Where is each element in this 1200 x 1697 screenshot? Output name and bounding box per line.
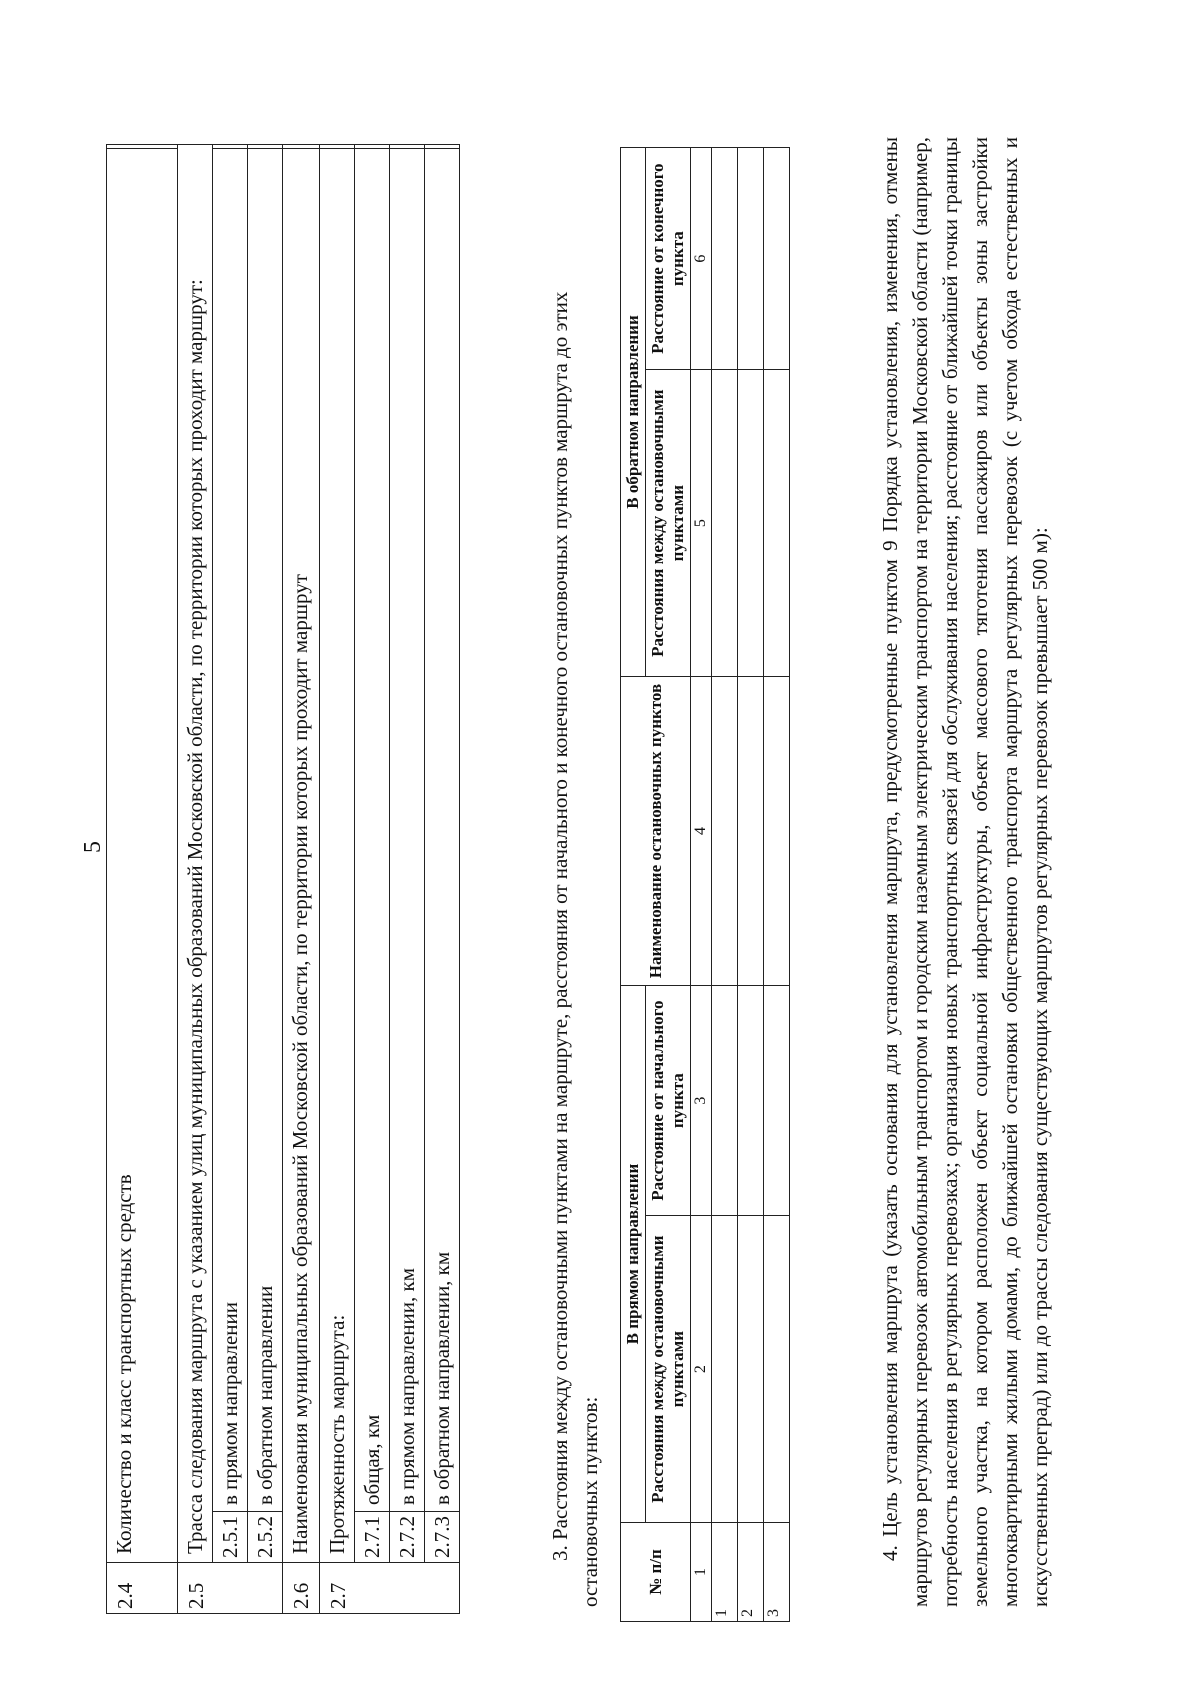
header-num: № п/п xyxy=(621,1523,691,1622)
table-row xyxy=(213,145,248,1614)
table-row xyxy=(178,145,213,1614)
header-dist-between: Расстояния между остановочными пунктами xyxy=(646,1216,691,1523)
column-index: 1 xyxy=(691,1523,712,1622)
header-backward: В обратном направлении xyxy=(621,148,646,677)
row-value xyxy=(107,145,178,149)
table-row xyxy=(764,148,790,1622)
row-label: Количество и класс транспортных средств xyxy=(107,149,178,1563)
row-value xyxy=(355,145,390,149)
row-number: 2.7.3 xyxy=(425,1512,460,1563)
table-row xyxy=(248,145,283,1614)
row-label: общая, км xyxy=(355,149,390,1512)
table-cell xyxy=(712,370,738,677)
table-header-row xyxy=(621,148,646,1622)
table-cell xyxy=(764,1216,790,1523)
row-value xyxy=(248,145,283,149)
row-number: 3 xyxy=(764,1523,790,1622)
row-number: 2.5 xyxy=(178,1563,283,1614)
row-number: 2.5.1 xyxy=(213,1512,248,1563)
table-cell xyxy=(738,677,764,986)
section-3-text: 3. Расстояния между остановочными пунктами на маршруте, расстояния от начального и конечного остановочных пунктов маршрута до этих остановочных пунктов: xyxy=(548,291,602,1607)
row-number: 2.7.2 xyxy=(390,1512,425,1563)
row-value xyxy=(320,145,355,149)
column-index: 5 xyxy=(691,370,712,677)
row-number: 2.7.1 xyxy=(355,1512,390,1563)
page-number: 5 xyxy=(80,841,106,853)
table-cell xyxy=(764,677,790,986)
section-4-text: 4. Цель установления маршрута (указать основания для установления маршрута, предусмотренные пунктом 9 Порядка установления, изменения, отмены маршрутов регулярных перевозок автомобильным транспортом и городским наземным электрическим транспортом на территории Московской области (например, потребность населения в регулярных перевозках; организация новых транспортных связей для обслуживания населения; расстояние от ближайшей точки границы земельного участка, на котором расположен объект социальной инфраструктуры, объект массового тяготения пассажиров или объекты зоны застройки многоквартирными жилыми домами, до ближайшей остановки общественного транспорта маршрута регулярных перевозок (с учетом обхода естественных и искусственных преград) или до трассы следования существующих маршрутов регулярных перевозок превышает 500 м): xyxy=(878,137,1052,1607)
row-number: 2.4 xyxy=(107,1563,178,1614)
table-row xyxy=(283,145,320,1614)
column-index: 6 xyxy=(691,148,712,370)
row-label: Протяженность маршрута: xyxy=(320,149,355,1563)
row-label: в обратном направлении, км xyxy=(425,149,460,1512)
table-row xyxy=(712,148,738,1622)
header-dist-between-back: Расстояния между остановочными пунктами xyxy=(646,370,691,677)
column-index: 4 xyxy=(691,677,712,986)
table-cell xyxy=(712,148,738,370)
row-number: 2.7 xyxy=(320,1563,460,1614)
table-cell xyxy=(764,370,790,677)
table-cell xyxy=(738,986,764,1216)
header-dist-from-start: Расстояние от начального пункта xyxy=(646,986,691,1216)
row-number: 2.5.2 xyxy=(248,1512,283,1563)
row-label: Наименования муниципальных образований Московской области, по территории которых проходит маршрут xyxy=(283,149,320,1563)
row-label: Трасса следования маршрута с указанием улиц муниципальных образований Московской области, по территории которых проходит маршрут: xyxy=(178,145,213,1563)
table-cell xyxy=(712,677,738,986)
row-value xyxy=(425,145,460,149)
table-cell xyxy=(738,1216,764,1523)
table-cell xyxy=(738,148,764,370)
header-stop-names: Наименование остановочных пунктов xyxy=(621,677,691,986)
table-cell xyxy=(712,1216,738,1523)
header-dist-from-end: Расстояние от конечного пункта xyxy=(646,148,691,370)
row-label: в обратном направлении xyxy=(248,149,283,1512)
row-number: 1 xyxy=(712,1523,738,1622)
column-index: 3 xyxy=(691,986,712,1216)
row-number: 2 xyxy=(738,1523,764,1622)
table-row xyxy=(107,145,178,1614)
column-index-row xyxy=(691,148,712,1622)
row-value xyxy=(213,145,248,149)
row-value xyxy=(283,145,320,149)
table-row xyxy=(390,145,425,1614)
table-row xyxy=(425,145,460,1614)
stops-distance-table xyxy=(620,147,790,1622)
header-forward: В прямом направлении xyxy=(621,986,646,1523)
route-details-table xyxy=(106,144,460,1614)
column-index: 2 xyxy=(691,1216,712,1523)
table-row xyxy=(355,145,390,1614)
table-row xyxy=(320,145,355,1614)
row-label: в прямом направлении xyxy=(213,149,248,1512)
row-label: в прямом направлении, км xyxy=(390,149,425,1512)
table-cell xyxy=(764,986,790,1216)
table-row xyxy=(738,148,764,1622)
table-cell xyxy=(764,148,790,370)
row-value xyxy=(390,145,425,149)
table-cell xyxy=(738,370,764,677)
table-cell xyxy=(712,986,738,1216)
row-number: 2.6 xyxy=(283,1563,320,1614)
